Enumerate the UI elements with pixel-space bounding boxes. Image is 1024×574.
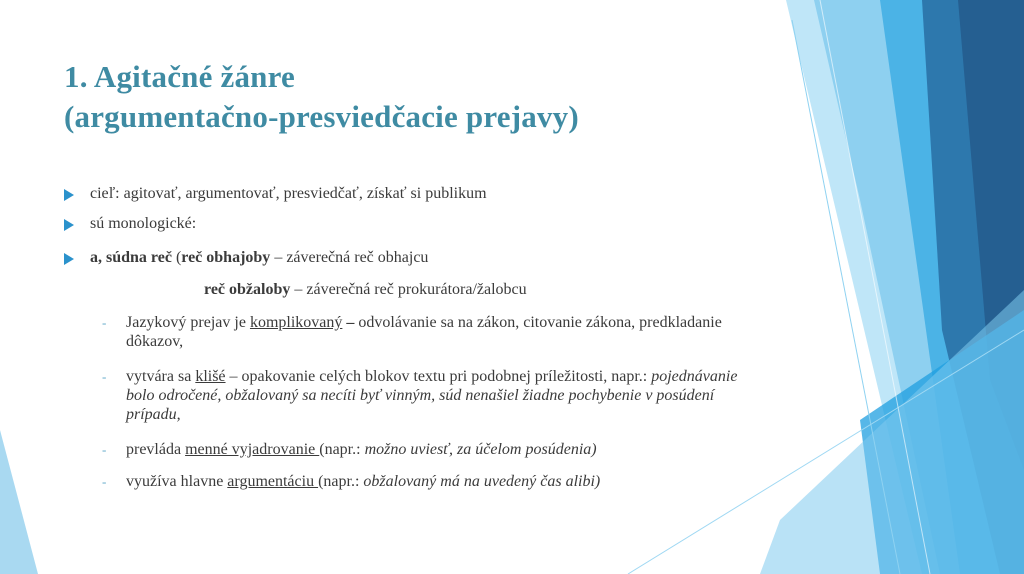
triangle-bullet-icon: [64, 189, 74, 201]
italic-example: obžalovaný má na uvedený čas alibi): [363, 473, 601, 490]
italic-example: pojednávanie bolo odročené, obžalovaný sa necíti byť vinným, súd nenašiel žiadne pochybenie v posúdení prípadu,: [126, 368, 738, 423]
prosecution-speech-desc: – záverečná reč prokurátora/žalobcu: [290, 281, 527, 298]
text-part: (napr.:: [319, 441, 365, 458]
title-line-2: (argumentačno-presviedčacie prejavy): [64, 99, 579, 134]
dash-text: [126, 313, 766, 351]
text-part: (napr.:: [318, 473, 364, 490]
triangle-bullet-icon: [64, 253, 74, 265]
bold-part: –: [342, 314, 355, 331]
dash-marker: -: [102, 474, 107, 489]
defense-speech-label: reč obhajoby: [181, 249, 271, 266]
prosecution-speech-label: reč obžaloby: [204, 281, 291, 298]
text-part: – opakovanie celých blokov textu pri podobnej príležitosti, napr.:: [225, 368, 652, 385]
text-part: využíva hlavne: [126, 473, 228, 490]
italic-example: možno uviesť, za účelom posúdenia): [364, 441, 597, 458]
dash-marker: -: [102, 369, 107, 384]
sub-line: [204, 281, 527, 299]
underlined-term: klišé: [195, 368, 226, 385]
defense-speech-desc: – záverečná reč obhajcu: [270, 249, 429, 266]
underlined-term: komplikovaný: [249, 314, 343, 331]
court-speech-label: a, súdna reč: [90, 249, 172, 266]
paren-open: (: [171, 249, 182, 266]
title-line-1: 1. Agitačné žánre: [64, 59, 295, 94]
text-part: vytvára sa: [126, 368, 196, 385]
dash-marker: -: [102, 315, 107, 330]
text-part: Jazykový prejav je: [126, 314, 250, 331]
dash-marker: -: [102, 442, 107, 457]
underlined-term: menné vyjadrovanie: [185, 441, 320, 458]
text-part: prevláda: [126, 441, 186, 458]
triangle-bullet-icon: [64, 219, 74, 231]
underlined-term: argumentáciu: [227, 473, 319, 490]
dash-text: [126, 367, 766, 424]
dash-text: [126, 440, 766, 459]
text-part: odvolávanie sa na zákon, citovanie zákona, predkladanie dôkazov,: [126, 314, 722, 350]
bullet-text: sú monologické:: [90, 215, 197, 232]
dash-text: [126, 472, 766, 491]
bullet-text: [90, 249, 428, 267]
bullet-text: cieľ: agitovať, argumentovať, presviedčať, získať si publikum: [90, 185, 487, 202]
slide-title: [64, 57, 764, 137]
